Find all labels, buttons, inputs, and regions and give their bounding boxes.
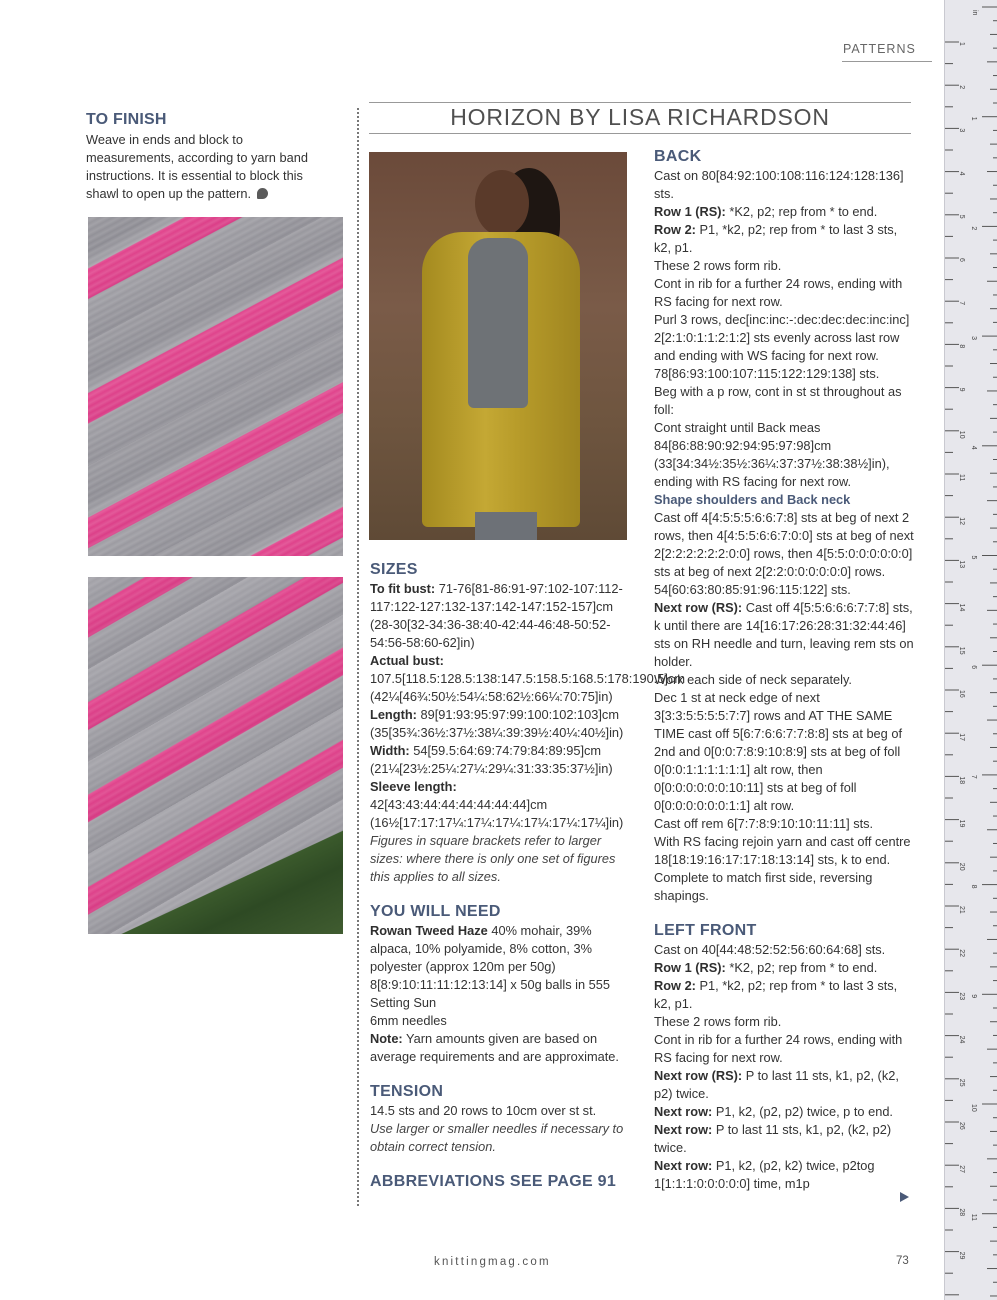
width: Width: 54[59.5:64:69:74:79:84:89:95]cm (21¼[23½:25¼:27¼:29¼:31:33:35:37½]in) xyxy=(370,743,613,776)
ruler-scale xyxy=(945,0,997,1300)
ruler-cm-label: 19 xyxy=(958,819,965,828)
lf-cont: Cont in rib for a further 24 rows, ending with RS facing for next row. xyxy=(654,1032,903,1065)
ruler-cm-label: 1 xyxy=(958,42,965,46)
ruler-cm-label: 8 xyxy=(958,344,965,349)
lf-cast-on: Cast on 40[44:48:52:52:56:60:64:68] sts. xyxy=(654,942,886,957)
ruler-cm-label: 7 xyxy=(958,301,965,306)
lf-next-row-1: Next row (RS): P to last 11 sts, k1, p2, (k2, p2) twice. xyxy=(654,1068,899,1101)
ruler-cm-label: 12 xyxy=(958,517,965,525)
back-straight: Cont straight until Back meas 84[86:88:90:92:94:95:97:98]cm (33[34:34½:35½:36¼:37:37½:38:38½]in), ending with RS facing for next row. xyxy=(654,420,890,489)
shape-shoulders-heading: Shape shoulders and Back neck xyxy=(654,492,851,507)
tension-note: Use larger or smaller needles if necessary to obtain correct tension. xyxy=(370,1121,624,1154)
back-cast-on: Cast on 80[84:92:100:108:116:124:128:136] sts. xyxy=(654,168,904,201)
pattern-title: HORIZON BY LISA RICHARDSON xyxy=(450,104,830,130)
model-legs xyxy=(475,512,537,540)
back-dec: Dec 1 st at neck edge of next 3[3:3:5:5:5:5:7:7] rows and AT THE SAME TIME cast off 5[6:7:6:6:7:7:8:8] sts at beg of 2nd and 0[0:0:7:8:9:10:8:9] sts at beg of foll 0[0:0:1:1:1:1:1:1] alt row, then 0[0:0:0:0:0:0:10:11] sts at beg of foll 0[0:0:0:0:0:0:1:1] alt row. xyxy=(654,690,903,813)
back-heading: BACK xyxy=(654,148,702,165)
model-top xyxy=(468,238,528,408)
ruler-inch-label: 9 xyxy=(970,994,977,999)
ruler-inch-label: 3 xyxy=(970,336,977,341)
ruler-cm-label: 16 xyxy=(958,690,965,698)
ruler-cm-label: 24 xyxy=(958,1035,965,1044)
back-rib: These 2 rows form rib. xyxy=(654,258,782,273)
ruler-cm-label: 6 xyxy=(958,258,965,262)
sizes-heading: SIZES xyxy=(370,561,418,578)
ruler-cm-label: 13 xyxy=(958,560,965,569)
ruler-cm-label: 5 xyxy=(958,214,965,219)
ruler-cm-label: 9 xyxy=(958,387,965,392)
ruler-cm-label: 27 xyxy=(958,1165,965,1173)
you-will-need-heading: YOU WILL NEED xyxy=(370,903,501,920)
sizes-column xyxy=(370,560,685,1192)
ruler-cm-label: 18 xyxy=(958,776,965,785)
ruler-cm-label: 14 xyxy=(958,603,965,612)
ruler-inch-label: 11 xyxy=(970,1213,977,1221)
ruler-inch-label: 10 xyxy=(970,1104,977,1112)
ruler-cm-label: 21 xyxy=(958,906,965,914)
ruler-cm-label: 3 xyxy=(958,128,965,133)
ruler-cm-label: 2 xyxy=(958,85,965,90)
model-head xyxy=(475,170,529,236)
lf-row-1: Row 1 (RS): *K2, p2; rep from * to end. xyxy=(654,960,878,975)
footer-url: knittingmag.com xyxy=(434,1256,551,1268)
yarn-info: Rowan Tweed Haze 40% mohair, 39% alpaca, 10% polyamide, 8% cotton, 3% polyester (approx 120m per 50g) 8[8:9:10:11:11:12:13:14] x 50g balls in 555 Setting Sun xyxy=(370,923,611,1010)
back-separately: Work each side of neck separately. xyxy=(654,672,852,687)
ruler-cm-label: 11 xyxy=(958,474,965,482)
abbreviations-link: ABBREVIATIONS SEE PAGE 91 xyxy=(370,1173,617,1190)
page-number: 73 xyxy=(896,1255,909,1267)
actual-bust: Actual bust: 107.5[118.5:128.5:138:147.5:158.5:168.5:178:190.5]cm (42¼[46¾:50½:54¼:58:62½:66¼:70:75]in) xyxy=(370,653,685,704)
ruler-cm-label: 17 xyxy=(958,733,965,741)
to-finish-heading: TO FINISH xyxy=(86,111,167,128)
back-rejoin: With RS facing rejoin yarn and cast off centre 18[18:19:16:17:17:18:13:14] sts, k to end. xyxy=(654,834,911,867)
sleeve-length: Sleeve length: 42[43:43:44:44:44:44:44:44]cm (16½[17:17:17¼:17¼:17¼:17¼:17¼:17¼]in) xyxy=(370,779,624,830)
to-finish-body xyxy=(86,131,332,203)
lf-next-row-4: Next row: P1, k2, (p2, k2) twice, p2tog 1[1:1:1:0:0:0:0:0] time, m1p xyxy=(654,1158,875,1191)
ruler-inch-label: 6 xyxy=(970,665,977,670)
back-beg: Beg with a p row, cont in st st throughout as foll: xyxy=(654,384,902,417)
title-rule-bottom xyxy=(369,133,911,134)
ruler-cm-label: 25 xyxy=(958,1078,965,1087)
yarn-note: Note: Yarn amounts given are based on average requirements and are approximate. xyxy=(370,1031,619,1064)
ruler-inch-label: 4 xyxy=(970,445,977,450)
ruler-unit-label: in xyxy=(971,10,978,16)
sizes-note: Figures in square brackets refer to larger sizes: where there is only one set of figures this applies to all sizes. xyxy=(370,833,616,884)
ruler-cm-label: 4 xyxy=(958,171,965,176)
foliage-background xyxy=(88,780,343,934)
ruler-inch-label: 7 xyxy=(970,774,977,779)
lf-next-row-2: Next row: P1, k2, (p2, p2) twice, p to end. xyxy=(654,1104,893,1119)
back-shape: Cast off 4[4:5:5:5:6:6:7:8] sts at beg of next 2 rows, then 4[4:5:5:6:6:7:0:0] sts at beg of next 2[2:2:2:2:2:2:0:0] rows, then 4[5:5:0:0:0:0:0:0] sts at beg of next 2[2:2:0:0:0:0:0:0] rows. 54[60:63:80:85:91:96:115:122] sts. xyxy=(654,510,914,597)
column-divider xyxy=(357,108,359,1206)
back-cont: Cont in rib for a further 24 rows, ending with RS facing for next row. xyxy=(654,276,903,309)
lf-row-2: Row 2: P1, *k2, p2; rep from * to last 3 sts, k2, p1. xyxy=(654,978,898,1011)
back-row-1: Row 1 (RS): *K2, p2; rep from * to end. xyxy=(654,204,878,219)
lf-rib: These 2 rows form rib. xyxy=(654,1014,782,1029)
ruler-cm-label: 10 xyxy=(958,430,965,439)
section-rule xyxy=(842,61,932,62)
ruler-inch-label: 1 xyxy=(970,116,977,121)
back-next-row: Next row (RS): Cast off 4[5:5:6:6:6:7:7:8] sts, k until there are 14[16:17:26:28:31:32:44:46] sts on RH needle and turn, leaving rem sts on holder. xyxy=(654,600,914,669)
shawl-closeup-photo xyxy=(88,217,343,556)
length: Length: 89[91:93:95:97:99:100:102:103]cm (35[35¾:36½:37½:38¼:39:39½:40¼:40½]in) xyxy=(370,707,624,740)
back-complete: Complete to match first side, reversing shapings. xyxy=(654,870,873,903)
ruler-inch-label: 5 xyxy=(970,555,977,560)
ruler-cm-label: 26 xyxy=(958,1122,965,1130)
ruler-cm-label: 29 xyxy=(958,1251,965,1260)
back-cast-off-rem: Cast off rem 6[7:7:8:9:10:10:11:11] sts. xyxy=(654,816,874,831)
ruler-cm-label: 15 xyxy=(958,646,965,655)
continue-arrow-icon xyxy=(900,1192,909,1202)
left-front-heading: LEFT FRONT xyxy=(654,922,757,939)
section-label: PATTERNS xyxy=(843,42,916,56)
back-column xyxy=(654,147,916,1193)
tension-heading: TENSION xyxy=(370,1083,444,1100)
lf-next-row-3: Next row: P to last 11 sts, k1, p2, (k2, p2) twice. xyxy=(654,1122,892,1155)
to-fit-bust: To fit bust: 71-76[81-86:91-97:102-107:112-117:122-127:132-137:142-147:152-157]cm (28-30[32-34:36-38:40-42:44-46:48-50:52-54:56-58:60-62]in) xyxy=(370,581,623,650)
ruler-cm-label: 23 xyxy=(958,992,965,1001)
ruler xyxy=(944,0,997,1300)
to-finish-text: Weave in ends and block to measurements, according to yarn band instructions. It is essential to block this shawl to open up the pattern. xyxy=(86,132,308,201)
ruler-cm-label: 22 xyxy=(958,949,965,957)
back-purl: Purl 3 rows, dec[inc:inc:-:dec:dec:dec:inc:inc] 2[2:1:0:1:1:2:1:2] sts evenly across last row and ending with WS facing for next row. 78[86:93:100:107:115:122:129:138] sts. xyxy=(654,312,910,381)
ruler-inch-label: 2 xyxy=(970,226,977,231)
ruler-cm-label: 28 xyxy=(958,1208,965,1217)
needles-info: 6mm needles xyxy=(370,1013,447,1028)
back-row-2: Row 2: P1, *k2, p2; rep from * to last 3 sts, k2, p1. xyxy=(654,222,898,255)
ruler-inch-label: 8 xyxy=(970,884,977,889)
ruler-cm-label: 20 xyxy=(958,862,965,871)
title-rule-top xyxy=(369,102,911,103)
tension-body: 14.5 sts and 20 rows to 10cm over st st. xyxy=(370,1103,597,1118)
yarn-ball-icon xyxy=(257,188,268,199)
